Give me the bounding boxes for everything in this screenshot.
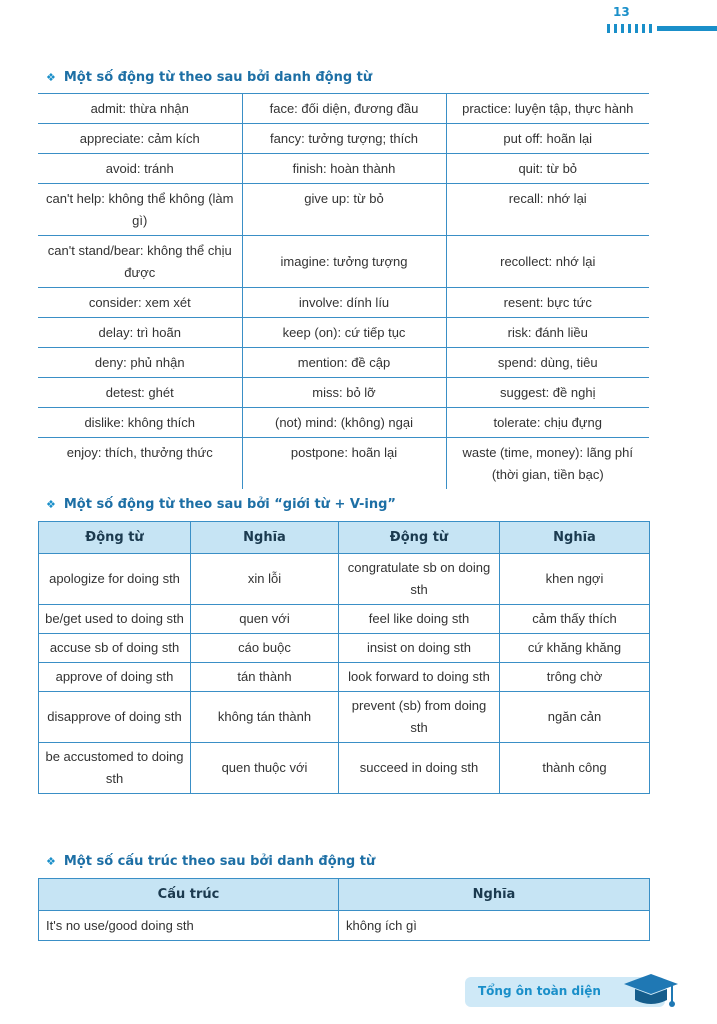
table-cell: cứ khăng khăng — [500, 634, 650, 663]
table-cell: feel like doing sth — [339, 605, 500, 634]
table-cell: tán thành — [191, 663, 339, 692]
table-cell: dislike: không thích — [38, 408, 242, 438]
table-cell: consider: xem xét — [38, 288, 242, 318]
table-cell: mention: đề cập — [242, 348, 446, 378]
table-cell: cảm thấy thích — [500, 605, 650, 634]
table-row — [38, 408, 649, 438]
graduation-cap-icon — [620, 970, 682, 1014]
table-cell: enjoy: thích, thưởng thức — [66, 445, 213, 460]
table-cell: waste (time, money): lãng phí (thời gian, tiền bạc) — [446, 438, 649, 490]
table-cell: quen với — [191, 605, 339, 634]
table-cell: spend: dùng, tiêu — [446, 348, 649, 378]
table-cell: be accustomed to doing sth — [39, 743, 191, 794]
table-row — [38, 94, 649, 124]
table-cell: put off: hoãn lại — [446, 124, 649, 154]
table-row — [39, 692, 650, 743]
table-cell: apologize for doing sth — [39, 554, 191, 605]
table-header-row — [39, 522, 650, 554]
table-cell: quen thuộc với — [191, 743, 339, 794]
table-cell: be/get used to doing sth — [39, 605, 191, 634]
table-row — [38, 438, 649, 490]
table-cell: resent: bực tức — [446, 288, 649, 318]
table-row — [38, 184, 649, 236]
table-cell: give up: từ bỏ — [242, 184, 446, 236]
page-number: 13 — [613, 5, 630, 19]
table-cell: can't help: không thể không (làm gì) — [38, 184, 242, 236]
table-cell: It's no use/good doing sth — [39, 911, 339, 941]
table-row — [38, 154, 649, 184]
table-cell: deny: phủ nhận — [38, 348, 242, 378]
table-cell: (not) mind: (không) ngại — [242, 408, 446, 438]
table-row — [39, 554, 650, 605]
table-cell: recollect: nhớ lại — [446, 236, 649, 288]
table-cell: delay: trì hoãn — [38, 318, 242, 348]
table-row — [38, 288, 649, 318]
table-cell: miss: bỏ lỡ — [242, 378, 446, 408]
table-cell: succeed in doing sth — [339, 743, 500, 794]
table-cell: tolerate: chịu đựng — [446, 408, 649, 438]
table-cell: postpone: hoãn lại — [242, 438, 446, 490]
section-title-preposition-ving: ❖ Một số động từ theo sau bởi “giới từ + V-ing” — [46, 497, 396, 512]
diamond-bullet-icon: ❖ — [46, 855, 56, 868]
table-cell: approve of doing sth — [39, 663, 191, 692]
table-cell: involve: dính líu — [242, 288, 446, 318]
table-cell: quit: từ bỏ — [446, 154, 649, 184]
footer-label: Tổng ôn toàn diện — [478, 984, 601, 998]
table-cell: trông chờ — [500, 663, 650, 692]
column-header: Nghĩa — [500, 522, 650, 554]
table-cell: suggest: đề nghị — [446, 378, 649, 408]
table-cell: disapprove of doing sth — [39, 692, 191, 743]
table-row — [38, 236, 649, 288]
table-row — [39, 911, 650, 941]
table-cell: detest: ghét — [38, 378, 242, 408]
table-row — [38, 318, 649, 348]
table-row — [38, 124, 649, 154]
table-cell: thành công — [500, 743, 650, 794]
table-cell: risk: đánh liều — [446, 318, 649, 348]
table-cell: can't stand/bear: không thể chịu được — [38, 236, 242, 288]
table-row — [38, 378, 649, 408]
section-title-gerund-structures: ❖ Một số cấu trúc theo sau bởi danh động từ — [46, 854, 376, 869]
table-row — [39, 663, 650, 692]
table-row — [39, 605, 650, 634]
column-header: Nghĩa — [339, 879, 650, 911]
table-cell: cáo buộc — [191, 634, 339, 663]
table-row — [39, 634, 650, 663]
gerund-structures-table — [38, 878, 650, 941]
table-cell: admit: thừa nhận — [38, 94, 242, 124]
table-cell: prevent (sb) from doing sth — [339, 692, 500, 743]
table-row — [39, 743, 650, 794]
table-cell: congratulate sb on doing sth — [339, 554, 500, 605]
gerund-verbs-table — [38, 93, 649, 489]
table-cell: không tán thành — [191, 692, 339, 743]
table-cell: ngăn cản — [500, 692, 650, 743]
table-cell: face: đối diện, đương đầu — [242, 94, 446, 124]
table-cell: appreciate: cảm kích — [38, 124, 242, 154]
table-row — [38, 348, 649, 378]
diamond-bullet-icon: ❖ — [46, 71, 56, 84]
column-header: Cấu trúc — [39, 879, 339, 911]
table-cell: look forward to doing sth — [339, 663, 500, 692]
table-cell: recall: nhớ lại — [446, 184, 649, 236]
column-header: Động từ — [339, 522, 500, 554]
table-cell: khen ngợi — [500, 554, 650, 605]
table-cell: insist on doing sth — [339, 634, 500, 663]
table-cell: keep (on): cứ tiếp tục — [242, 318, 446, 348]
table-cell: fancy: tưởng tượng; thích — [242, 124, 446, 154]
preposition-ving-table — [38, 521, 650, 794]
diamond-bullet-icon: ❖ — [46, 498, 56, 511]
table-cell: không ích gì — [339, 911, 650, 941]
table-cell: xin lỗi — [191, 554, 339, 605]
table-cell: accuse sb of doing sth — [39, 634, 191, 663]
table-cell: imagine: tưởng tượng — [242, 236, 446, 288]
table-header-row — [39, 879, 650, 911]
table-cell: practice: luyện tập, thực hành — [446, 94, 649, 124]
section-title-gerund-verbs: ❖ Một số động từ theo sau bởi danh động từ — [46, 70, 373, 85]
table-cell: finish: hoàn thành — [242, 154, 446, 184]
column-header: Nghĩa — [191, 522, 339, 554]
header-decoration — [607, 24, 717, 33]
table-cell: avoid: tránh — [38, 154, 242, 184]
column-header: Động từ — [39, 522, 191, 554]
